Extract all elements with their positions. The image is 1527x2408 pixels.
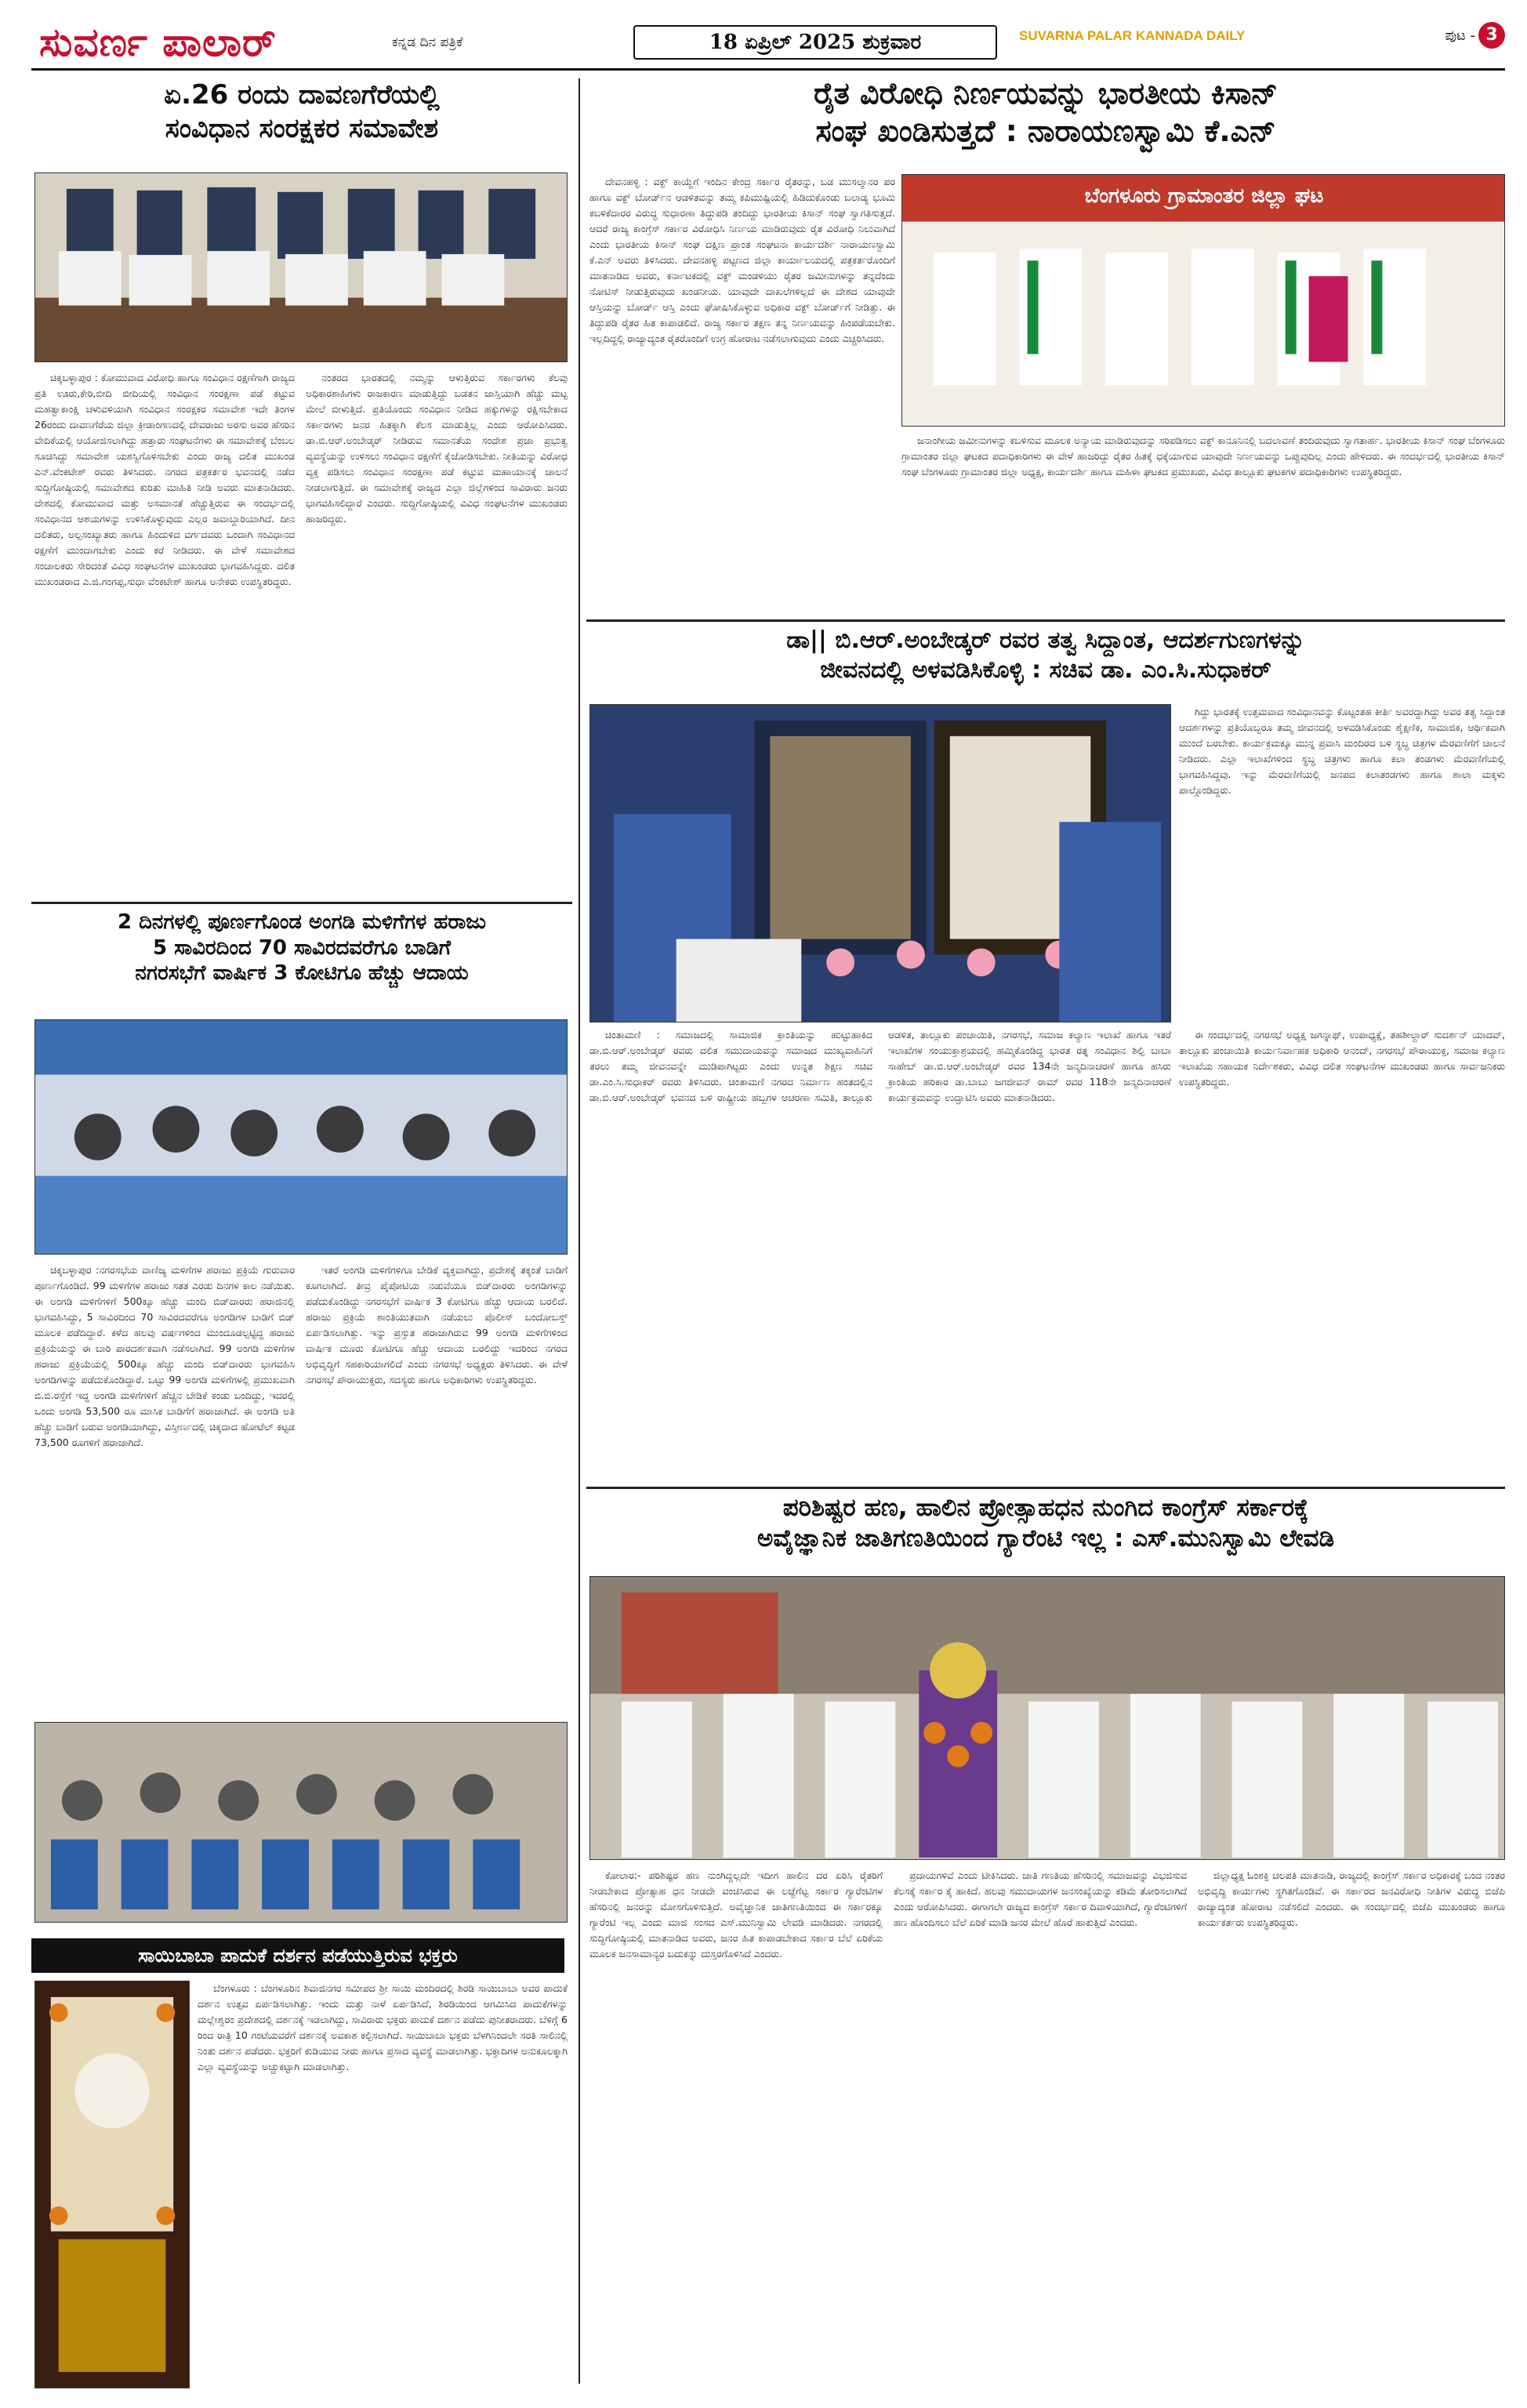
a3-body-top-right-text: ಗಿದ್ದು ಭಾರತಕ್ಕೆ ಉತ್ತಮವಾದ ಸಂವಿಧಾನವನ್ನು ಕೊಟ್ಟಂತಹ ಕೀರ್ತಿ ಅವರದ್ದಾಗಿದ್ದು ಅವರ ತತ್ವ ಸಿದ್ದಾಂತ ಆದರ್ಶಗಳನ್ನು ಪ್ರತಿಯೊಬ್ಬರೂ ತಮ್ಮ ಜೀವನದಲ್ಲಿ ಅಳವಡಿಸಿಕೊಂಡು ಶೈಕ್ಷಣಿಕ, ಸಾಮಾಜಿಕ, ಆರ್ಥಿಕವಾಗಿ ಮುಂದೆ ಬರಬೇಕು. ಕಾರ್ಯಕ್ರಮಕ್ಕೂ ಮುನ್ನ ಪ್ರವಾಸಿ ಮಂದಿರದ ಬಳಿ ಸ್ಥಬ್ಧ ಚಿತ್ರಗಳ ಮೆರವಣಿಗೆಗೆ ಚಾಲನೆ ನೀಡಿದರು. ಎಲ್ಲಾ ಇಲಾಖೆಗಳಿಂದ ಸ್ಥಬ್ಧ ಚಿತ್ರಗಳು ಹಾಗೂ ಕಲಾ ತಂಡಗಳು ಮೆರವಣಿಗೆಯಲ್ಲಿ ಭಾಗವಹಿಸಿದ್ದವು. ಇನ್ನು ಮೆರವಣಿಗೆಯಲ್ಲಿ ಜನಪದ ಕಲಾತಂಡಗಳು ಹಾಗೂ ಶಾಲಾ ಮಕ್ಕಳು ಪಾಲ್ಗೊಂಡಿದ್ದರು. xyxy=(1179,706,1505,796)
page-indicator xyxy=(1445,22,1505,49)
a4-body-right xyxy=(306,1262,568,1717)
a1-body-right-text: ನಂತರದ ಭಾರತದಲ್ಲಿ ನಮ್ಮನ್ನು ಆಳುತ್ತಿರುವ ಸರ್ಕಾರಗಳು ಕೆಲವು ಅಧಿಕಾರಶಾಹಿಗಳು ರಾಜಕಾರಣ ಮಾಡುತ್ತಿದ್ದು ಬಡತನ ಜಾಸ್ತಿಯಾಗಿ ಹೆಚ್ಚು ಮಟ್ಟ ಮೇಲೆ ಬೀಳುತ್ತಿದೆ. ಪ್ರತಿಯೊಂದು ಸಂವಿಧಾನ ನೀಡಿದ ಹಕ್ಕುಗಳನ್ನು ರಕ್ಷಿಸಬೇಕಾದ ಸರ್ಕಾರಗಳು ಜನರ ಹಿತಕ್ಕಾಗಿ ಕೆಲಸ ಮಾಡುತ್ತಿಲ್ಲ ಎಂದು ಆರೋಪಿಸಿದರು. ಡಾ.ಬಿ.ಆರ್.ಅಂಬೇಡ್ಕರ್ ನೀಡಿರುವ ಸಮಾನತೆಯ ಸಂದೇಶ ಪ್ರಜಾ ಪ್ರಭುತ್ವ ವ್ಯವಸ್ಥೆಯನ್ನು ಉಳಿಸಲು ಸಂವಿಧಾನ ರಕ್ಷಣೆಗೆ ಕೈಜೋಡಿಸಬೇಕು. ನೀತಿಯನ್ನು ವಿರೋಧ ವ್ಯಕ್ತ ಪಡಿಸಲು ಸಂವಿಧಾನ ಸಂರಕ್ಷಣಾ ಪಡೆ ಕಟ್ಟುವ ಮಹಾಯಾನಕ್ಕೆ ಚಾಲನೆ ನೀಡಲಾಗುತ್ತಿದೆ. ಈ ಸಮಾವೇಶಕ್ಕೆ ರಾಜ್ಯದ ಎಲ್ಲಾ ಜಿಲ್ಲೆಗಳಿಂದ ಸಾವಿರಾರು ಜನರು ಭಾಗವಹಿಸಲಿದ್ದಾರೆ ಎಂದರು. ಸುದ್ದಿಗೋಷ್ಠಿಯಲ್ಲಿ ವಿವಿಧ ಸಂಘಟನೆಗಳ ಮುಖಂಡರು ಹಾಜರಿದ್ದರು. xyxy=(306,372,568,525)
a3-headline xyxy=(586,626,1505,685)
page-number: 3 xyxy=(1478,22,1505,49)
a2-photo xyxy=(901,174,1505,427)
a2-body-right xyxy=(901,433,1505,613)
column-rule-main xyxy=(579,78,580,2384)
a5-headline-line2: ಅವೈಜ್ಞಾನಿಕ ಜಾತಿಗಣತಿಯಿಂದ ಗ್ಯಾರೆಂಟಿ ಇಲ್ಲ : ಎಸ್.ಮುನಿಸ್ವಾಮಿ ಲೇವಡಿ xyxy=(756,1524,1335,1553)
a5-photo xyxy=(589,1576,1505,1860)
a2-body-right-text: ಜನಾಂಗೀಯ ಜಮೀನುಗಳನ್ನು ಕಬಳಿಸುವ ಮೂಲಕ ಅನ್ಯಾಯ ಮಾಡಿರುವುದನ್ನು ಸರಿಪಡಿಸಲು ವಕ್ಫ್ ಕಾನೂನಿನಲ್ಲಿ ಬದಲಾವಣೆ ತಂದಿರುವುದು ಸ್ವಾಗತಾರ್ಹ. ಭಾರತೀಯ ಕಿಸಾನ್ ಸಂಘ ಬೆಂಗಳೂರು ಗ್ರಾಮಾಂತರ ಜಿಲ್ಲಾ ಘಟಕದ ಪದಾಧಿಕಾರಿಗಳು ಈ ವೇಳೆ ಹಾಜರಿದ್ದು ರೈತರ ಹಿತಕ್ಕೆ ಧಕ್ಕೆಯಾಗುವ ಯಾವುದೇ ನಿರ್ಣಯವನ್ನು ಒಪ್ಪುವುದಿಲ್ಲ ಎಂದು ಹೇಳಿದರು. ಈ ಸಂದರ್ಭದಲ್ಲಿ ಭಾರತೀಯ ಕಿಸಾನ್ ಸಂಘ ಬೆಂಗಳೂರು ಗ್ರಾಮಾಂತರ ಜಿಲ್ಲಾ ಅಧ್ಯಕ್ಷ, ಕಾರ್ಯದರ್ಶಿ ಹಾಗೂ ಮಹಿಳಾ ಘಟಕದ ಪ್ರಮುಖರು, ವಿವಿಧ ತಾಲ್ಲೂಕು ಘಟಕಗಳ ಪದಾಧಿಕಾರಿಗಳು ಉಪಸ್ಥಿತರಿದ್ದರು. xyxy=(901,434,1505,478)
a4-headline-line3: ನಗರಸಭೆಗೆ ವಾರ್ಷಿಕ 3 ಕೋಟಿಗೂ ಹೆಚ್ಚು ಆದಾಯ xyxy=(135,961,469,985)
english-name: SUVARNA PALAR KANNADA DAILY xyxy=(1019,28,1246,43)
issue-date: 18 ಏಪ್ರಿಲ್ 2025 ಶುಕ್ರವಾರ xyxy=(633,25,997,60)
a1-headline-line2: ಸಂವಿಧಾನ ಸಂರಕ್ಷಕರ ಸಮಾವೇಶ xyxy=(165,112,439,144)
newspaper-logo: ಸುವರ್ಣ ಪಾಲಾರ್ xyxy=(39,19,277,65)
a6-headline: ಸಾಯಿಬಾಬಾ ಪಾದುಕೆ ದರ್ಶನ ಪಡೆಯುತ್ತಿರುವ ಭಕ್ತರು xyxy=(31,1938,564,1973)
a3-photo xyxy=(589,704,1171,1022)
a3-headline-line2: ಜೀವನದಲ್ಲಿ ಅಳವಡಿಸಿಕೊಳ್ಳಿ : ಸಚಿವ ಡಾ. ಎಂ.ಸಿ.ಸುಧಾಕರ್ xyxy=(820,656,1271,684)
a1-body-right xyxy=(306,370,568,872)
a3-body-top-right xyxy=(1179,704,1505,1022)
page-label: ಪುಟ - xyxy=(1445,27,1475,44)
a4-headline xyxy=(31,910,572,986)
a2-headline-line1: ರೈತ ವಿರೋಧಿ ನಿರ್ಣಯವನ್ನು ಭಾರತೀಯ ಕಿಸಾನ್ xyxy=(814,76,1278,111)
a1-body-left xyxy=(34,370,295,872)
a2-headline-line2: ಸಂಘ ಖಂಡಿಸುತ್ತದೆ : ನಾರಾಯಣಸ್ವಾಮಿ ಕೆ.ಎನ್ xyxy=(815,113,1276,148)
a6-body xyxy=(198,1981,568,2388)
a1-headline-line1: ಏ.26 ರಂದು ದಾವಣಗೆರೆಯಲ್ಲಿ xyxy=(164,79,440,111)
a5-body-col2-text: ಪ್ರದಾಯಗಳಿವೆ ಎಂದು ಟೀಕಿಸಿದರು. ಜಾತಿ ಗಣತಿಯ ಹೆಸರಿನಲ್ಲಿ ಸಮಾಜವನ್ನು ವಿಭಜಿಸುವ ಕೆಲಸಕ್ಕೆ ಸರ್ಕಾರ ಕೈ ಹಾಕಿದೆ. ಹಲವು ಸಮುದಾಯಗಳ ಜನಸಂಖ್ಯೆಯನ್ನು ಕಡಿಮೆ ತೋರಿಸಲಾಗಿದೆ ಎಂದು ಆರೋಪಿಸಿದರು. ಈಗಾಗಲೇ ರಾಜ್ಯದ ಕಾಂಗ್ರೆಸ್ ಸರ್ಕಾರ ದಿವಾಳಿಯಾಗಿದೆ, ಗ್ಯಾರೆಂಟಿಗಳಿಗೆ ಹಣ ಹೊಂದಿಸಲು ಬೆಲೆ ಏರಿಕೆ ಮಾಡಿ ಜನರ ಮೇಲೆ ಹೊರೆ ಹಾಕುತ್ತಿದೆ ಎಂದರು. xyxy=(894,1869,1187,1928)
a2-photo-banner: ಬೆಂಗಳೂರು ಗ್ರಾಮಾಂತರ ಜಿಲ್ಲಾ ಘಟ xyxy=(1084,184,1324,208)
a5-body-col1-text: ಕೋಲಾರ:- ಪರಿಶಿಷ್ಟರ ಹಣ ನುಂಗಿದ್ದಲ್ಲದೇ ಇದೀಗ ಹಾಲಿನ ದರ ಏರಿಸಿ ರೈತರಿಗೆ ನೀಡಬೇಕಾದ ಪ್ರೋತ್ಸಾಹ ಧನ ನೀಡದೇ ವಂಚಿಸಿರುವ ಈ ಲಜ್ಜೆಗೆಟ್ಟ ಸರ್ಕಾರ ಗ್ಯಾರೆಂಟಿಗಳ ಹೆಸರಿನಲ್ಲಿ ಜನರನ್ನು ಮೋಸಗೊಳಿಸುತ್ತಿದೆ. ಅವೈಜ್ಞಾನಿಕ ಜಾತಿಗಣತಿಯಿಂದ ಈ ಸರ್ಕಾರಕ್ಕೂ ಗ್ಯಾರೆಂಟಿ ಇಲ್ಲ ಎಂದು ಮಾಜಿ ಸಂಸದ ಎಸ್.ಮುನಿಸ್ವಾಮಿ ಲೇವಡಿ ಮಾಡಿದರು. ನಗರದಲ್ಲಿ ಸುದ್ದಿಗೋಷ್ಠಿಯಲ್ಲಿ ಮಾತನಾಡಿದ ಅವರು, ಜನರ ಹಿತ ಕಾಪಾಡಬೇಕಾದ ಸರ್ಕಾರ ಬೆಲೆ ಏರಿಕೆಯ ಮೂಲಕ ಜನಸಾಮಾನ್ಯರ ಬದುಕನ್ನು ದುಸ್ತರಗೊಳಿಸಿದೆ ಎಂದರು. xyxy=(589,1869,883,1959)
masthead xyxy=(31,17,1505,71)
a3-body-right-text: ಈ ಸಂದರ್ಭದಲ್ಲಿ ನಗರಸಭೆ ಅಧ್ಯಕ್ಷ ಜಗನ್ನಾಥ್, ಉಪಾಧ್ಯಕ್ಷೆ, ತಹಶೀಲ್ದಾರ್ ಸುದರ್ಶನ್ ಯಾದವ್, ತಾಲ್ಲೂಕು ಪಂಚಾಯಿತಿ ಕಾರ್ಯನಿರ್ವಾಹಕ ಅಧಿಕಾರಿ ಆನಂದ್, ನಗರಸಭೆ ಪೌರಾಯುಕ್ತ, ಸಮಾಜ ಕಲ್ಯಾಣ ಇಲಾಖೆಯ ಸಹಾಯಕ ನಿರ್ದೇಶಕರು, ವಿವಿಧ ದಲಿತ ಸಂಘಟನೆಗಳ ಮುಖಂಡರು ಹಾಗೂ ಸಾರ್ವಜನಿಕರು ಉಪಸ್ಥಿತರಿದ್ದರು. xyxy=(1179,1029,1505,1088)
a2-headline xyxy=(586,75,1505,150)
logo-tagline: ಕನ್ನಡ ದಿನ ಪತ್ರಿಕೆ xyxy=(392,35,463,50)
a4-photo-bottom xyxy=(34,1722,568,1923)
a2-body-left xyxy=(589,174,895,613)
divider-a1 xyxy=(31,902,572,904)
divider-a3 xyxy=(586,1487,1505,1489)
a4-body-right-text: ಇತರೆ ಅಂಗಡಿ ಮಳಿಗೆಗಳಿಗೂ ಬೇಡಿಕೆ ವ್ಯಕ್ತವಾಗಿದ್ದು, ಪ್ರದೇಶಕ್ಕೆ ತಕ್ಕಂತೆ ಬಾಡಿಗೆ ಕೂಗಲಾಗಿದೆ. ತೀವ್ರ ಪೈಪೋಟಿಯ ನಡುವೆಯೂ ಬಿಡ್‌ದಾರರು ಅಂಗಡಿಗಳನ್ನು ಪಡೆದುಕೊಂಡಿದ್ದು ನಗರಸಭೆಗೆ ವಾರ್ಷಿಕ 3 ಕೋಟಿಗೂ ಹೆಚ್ಚು ಆದಾಯ ಬರಲಿದೆ. ಹರಾಜು ಪ್ರಕ್ರಿಯೆ ಶಾಂತಿಯುತವಾಗಿ ನಡೆಯಲು ಪೊಲೀಸ್ ಬಂದೋಬಸ್ತ್ ಏರ್ಪಡಿಸಲಾಗಿತ್ತು. ಇನ್ನು ಪ್ರಸ್ತುತ ಹರಾಜಾಗಿರುವ 99 ಅಂಗಡಿ ಮಳಿಗೆಗಳಿಂದ ವಾರ್ಷಿಕ ಮೂರು ಕೋಟಿಗೂ ಹೆಚ್ಚು ಆದಾಯ ಬರಲಿದ್ದು ಇದರಿಂದ ನಗರದ ಅಭಿವೃದ್ಧಿಗೆ ಸಹಕಾರಿಯಾಗಲಿದೆ ಎಂದು ನಗರಸಭೆ ಅಧ್ಯಕ್ಷರು ತಿಳಿಸಿದರು. ಈ ವೇಳೆ ನಗರಸಭೆ ಪೌರಾಯುಕ್ತರು, ಸದಸ್ಯರು ಹಾಗೂ ಅಧಿಕಾರಿಗಳು ಉಪಸ್ಥಿತರಿದ್ದರು. xyxy=(306,1264,568,1386)
a6-body-text: ಬೆಂಗಳೂರು : ಬೆಂಗಳೂರಿನ ಶಿವಾಜಿನಗರ ಸಮೀಪದ ಶ್ರೀ ಸಾಯಿ ಮಂದಿರದಲ್ಲಿ ಶಿರಡಿ ಸಾಯಿಬಾಬಾ ಅವರ ಪಾದುಕೆ ದರ್ಶನ ಉತ್ಸವ ಏರ್ಪಡಿಸಲಾಗಿತ್ತು. ಇಂದು ಮತ್ತು ನಾಳೆ ಏರ್ಪಡಿಸಿದೆ, ಶಿರಡಿಯಿಂದ ಆಗಮಿಸಿದ ಪಾದುಕೆಗಳನ್ನು ಮಲ್ಲೇಶ್ವರಂ ಪ್ರದೇಶದಲ್ಲಿ ದರ್ಶನಕ್ಕೆ ಇಡಲಾಗಿದ್ದು, ಸಾವಿರಾರು ಭಕ್ತರು ಪಾದುಕೆ ದರ್ಶನ ಪಡೆದು ಪುನೀತರಾದರು. ಬೆಳಿಗ್ಗೆ 6 ರಿಂದ ರಾತ್ರಿ 10 ಗಂಟೆಯವರೆಗೆ ದರ್ಶನಕ್ಕೆ ಅವಕಾಶ ಕಲ್ಪಿಸಲಾಗಿದೆ. ಸಾಯಿಬಾಬಾ ಭಕ್ತರು ಬೆಳಗಿನಿಂದಲೇ ಸರತಿ ಸಾಲಿನಲ್ಲಿ ನಿಂತು ದರ್ಶನ ಪಡೆದರು. ಭಕ್ತರಿಗೆ ಕುಡಿಯುವ ನೀರು ಹಾಗೂ ಪ್ರಸಾದ ವ್ಯವಸ್ಥೆ ಮಾಡಲಾಗಿತ್ತು. ಭಕ್ತಾದಿಗಳ ಅನುಕೂಲಕ್ಕಾಗಿ ಎಲ್ಲಾ ವ್ಯವಸ್ಥೆಯನ್ನು ಅಚ್ಚುಕಟ್ಟಾಗಿ ಮಾಡಲಾಗಿತ್ತು. xyxy=(198,1982,568,2072)
masthead-right xyxy=(1019,17,1505,45)
a1-photo xyxy=(34,173,568,362)
a6-photo xyxy=(34,1981,190,2388)
a5-body-col2 xyxy=(894,1868,1187,2385)
a4-photo-top xyxy=(34,1019,568,1255)
a4-headline-line1: 2 ದಿನಗಳಲ್ಲಿ ಪೂರ್ಣಗೊಂಡ ಅಂಗಡಿ ಮಳಿಗೆಗಳ ಹರಾಜು xyxy=(117,910,487,934)
a5-headline xyxy=(586,1493,1505,1554)
a5-body-col3-text: ಜಿಲ್ಲಾಧ್ಯಕ್ಷ ಓಂಶಕ್ತಿ ಚಲಪತಿ ಮಾತನಾಡಿ, ರಾಜ್ಯದಲ್ಲಿ ಕಾಂಗ್ರೆಸ್ ಸರ್ಕಾರ ಅಧಿಕಾರಕ್ಕೆ ಬಂದ ನಂತರ ಅಭಿವೃದ್ಧಿ ಕಾರ್ಯಗಳು ಸ್ಥಗಿತಗೊಂಡಿವೆ. ಈ ಸರ್ಕಾರದ ಜನವಿರೋಧಿ ನೀತಿಗಳ ವಿರುದ್ಧ ಬಿಜೆಪಿ ರಾಜ್ಯಾದ್ಯಂತ ಹೋರಾಟ ನಡೆಸಲಿದೆ ಎಂದರು. ಈ ಸಂದರ್ಭದಲ್ಲಿ ಬಿಜೆಪಿ ಮುಖಂಡರು ಹಾಗೂ ಕಾರ್ಯಕರ್ತರು ಉಪಸ್ಥಿತರಿದ್ದರು. xyxy=(1198,1869,1505,1928)
a3-headline-line1: ಡಾ|| ಬಿ.ಆರ್.ಅಂಬೇಡ್ಕರ್ ರವರ ತತ್ವ ಸಿದ್ದಾಂತ, ಆದರ್ಶಗುಣಗಳನ್ನು xyxy=(786,627,1305,654)
a2-body-left-text: ದೇವನಹಳ್ಳಿ : ವಕ್ಫ್ ಕಾಯ್ದೆಗೆ ಇಂದಿನ ಕೇಂದ್ರ ಸರ್ಕಾರ ರೈತರನ್ನು, ಬಡ ಮುಸಲ್ಮಾನರ ಪರ ಹಾಗೂ ವಕ್ಫ್ ಬೋರ್ಡ್‌ನ ಆಡಳಿತವನ್ನು ತಮ್ಮ ಕಪಿಮುಷ್ಟಿಯಲ್ಲಿ ಹಿಡಿದುಕೊಂಡು ಬಲಾಡ್ಯ ಭೂಮಿ ಕಬಳಿಕೆದಾರರ ವಿರುದ್ಧ ಸುಧಾರಣಾ ತಿದ್ದುಪಡಿ ತಂದಿದ್ದು ಭಾರತೀಯ ಕಿಸಾನ್ ಸಂಘ ಸ್ವಾಗತಿಸುತ್ತದೆ. ಆದರೆ ರಾಜ್ಯ ಕಾಂಗ್ರೆಸ್ ಸರ್ಕಾರ ವಿರೋಧಿಸಿ ನಿರ್ಣಯ ಮಾಡಿರುವುದು ರೈತ ವಿರೋಧಿ ನಿಲುವಾಗಿದೆ ಎಂದು ಭಾರತೀಯ ಕಿಸಾನ್ ಸಂಘ ದಕ್ಷಿಣ ಪ್ರಾಂತ ಸಂಘಟನಾ ಕಾರ್ಯದರ್ಶಿ ನಾರಾಯಣಸ್ವಾಮಿ ಕೆ.ಎನ್ ಅವರು ತಿಳಿಸಿದರು. ದೇವನಹಳ್ಳಿ ಪಟ್ಟಣದ ಜಿಲ್ಲಾ ಕಾರ್ಯಾಲಯದಲ್ಲಿ ಪತ್ರಕರ್ತರೊಂದಿಗೆ ಮಾತನಾಡಿದ ಅವರು, ಕರ್ನಾಟಕದಲ್ಲಿ ವಕ್ಫ್ ಮಂಡಳಿಯು ರೈತರ ಜಮೀನುಗಳನ್ನು ತನ್ನದೆಂದು ನೋಟಿಸ್ ನೀಡುತ್ತಿರುವುದು ಖಂಡನೀಯ. ಯಾವುದೇ ದಾಖಲೆಗಳಿಲ್ಲದೆ ಈ ದೇಶದ ಯಾವುದೇ ಆಸ್ತಿಯನ್ನು ಬೋರ್ಡ್ ಆಸ್ತಿ ಎಂದು ಘೋಷಿಸಿಕೊಳ್ಳುವ ಅಧಿಕಾರ ವಕ್ಫ್ ಬೋರ್ಡ್‌ಗೆ ನೀಡಿತ್ತು. ಈ ತಿದ್ದುಪಡಿ ರೈತರ ಹಿತ ಕಾಪಾಡಲಿದೆ. ರಾಜ್ಯ ಸರ್ಕಾರ ತಕ್ಷಣ ತನ್ನ ನಿರ್ಣಯವನ್ನು ಹಿಂಪಡೆಯಬೇಕು. ಇಲ್ಲದಿದ್ದಲ್ಲಿ ರಾಜ್ಯಾದ್ಯಂತ ರೈತರೊಂದಿಗೆ ಉಗ್ರ ಹೋರಾಟ ನಡೆಸಲಾಗುವುದು ಎಂದು ಎಚ್ಚರಿಸಿದರು. xyxy=(589,176,895,344)
a5-body-col1 xyxy=(589,1868,883,2385)
a3-body-left-text: ಚಿಂತಾಮಣಿ : ಸಮಾಜದಲ್ಲಿ ಸಾಮಾಜಿಕ ಕ್ರಾಂತಿಯನ್ನು ಹುಟ್ಟುಹಾಕಿದ ಡಾ.ಬಿ.ಆರ್.ಅಂಬೇಡ್ಕರ್ ರವರು ದಲಿತ ಸಮುದಾಯವನ್ನು ಸಮಾಜದ ಮುಖ್ಯವಾಹಿನಿಗೆ ತರಲು ತಮ್ಮ ಜೀವನವನ್ನೇ ಮುಡಿಪಾಗಿಟ್ಟರು ಎಂದು ಉನ್ನತ ಶಿಕ್ಷಣ ಸಚಿವ ಡಾ.ಎಂ.ಸಿ.ಸುಧಾಕರ್ ರವರು ತಿಳಿಸಿದರು. ಚಿಂತಾಮಣಿ ನಗರದ ನಿರ್ಮಾಣ ಹಂತದಲ್ಲಿನ ಡಾ.ಬಿ.ಆರ್.ಅಂಬೇಡ್ಕರ್ ಭವನದ ಬಳಿ ರಾಷ್ಟ್ರೀಯ ಹಬ್ಬಗಳ ಆಚರಣಾ ಸಮಿತಿ, ತಾಲ್ಲೂಕು ಆಡಳಿತ, ತಾಲ್ಲೂಕು ಪಂಚಾಯಿತಿ, ನಗರಸಭೆ, ಸಮಾಜ ಕಲ್ಯಾಣ ಇಲಾಖೆ ಹಾಗೂ ಇತರೆ ಇಲಾಖೆಗಳ ಸಂಯುಕ್ತಾಶ್ರಯದಲ್ಲಿ ಹಮ್ಮಿಕೊಂಡಿದ್ದ ಭಾರತ ರತ್ನ ಸಂವಿಧಾನ ಶಿಲ್ಪಿ ಬಾಬಾ ಸಾಹೇಬ್ ಡಾ.ಬಿ.ಆರ್.ಅಂಬೇಡ್ಕರ್ ರವರ 134ನೇ ಜನ್ಮದಿನಾಚರಣೆ ಹಾಗೂ ಹಸಿರು ಕ್ರಾಂತಿಯ ಹರಿಕಾರ ಡಾ.ಬಾಬು ಜಗಜೀವನ್ ರಾಮ್ ರವರ 118ನೇ ಜನ್ಮದಿನಾಚರಣೆ ಕಾರ್ಯಕ್ರಮವನ್ನು ಉದ್ಘಾಟಿಸಿ ಅವರು ಮಾತನಾಡಿದರು. xyxy=(589,1029,1171,1103)
a5-body-col3 xyxy=(1198,1868,1505,2385)
a3-body-left xyxy=(589,1027,1171,1466)
a1-headline xyxy=(31,78,572,145)
a3-body-right xyxy=(1179,1027,1505,1466)
a4-body-left xyxy=(34,1262,295,1717)
a5-headline-line1: ಪರಿಶಿಷ್ಟರ ಹಣ, ಹಾಲಿನ ಪ್ರೋತ್ಸಾಹಧನ ನುಂಗಿದ ಕಾಂಗ್ರೆಸ್ ಸರ್ಕಾರಕ್ಕೆ xyxy=(782,1494,1309,1522)
a4-body-left-text: ಚಿಕ್ಕಬಳ್ಳಾಪುರ :ನಗರಸಭೆಯ ವಾಣಿಜ್ಯ ಮಳಿಗೆಗಳ ಹರಾಜು ಪ್ರಕ್ರಿಯೆ ಗುರುವಾರ ಪೂರ್ಣಗೊಂಡಿದೆ. 99 ಮಳಿಗೆಗಳ ಹರಾಜು ಸತತ ಎರಡು ದಿನಗಳ ಕಾಲ ನಡೆಯಿತು. ಈ ಅಂಗಡಿ ಮಳಿಗೆಗಳಿಗೆ 500ಕ್ಕೂ ಹೆಚ್ಚು ಮಂದಿ ಬಿಡ್‌ದಾರರು ಹರಾಜಿನಲ್ಲಿ ಭಾಗವಹಿಸಿದ್ದು, 5 ಸಾವಿರದಿಂದ 70 ಸಾವಿರದವರೆಗೂ ಅಂಗಡಿಗಳ ಬಾಡಿಗೆ ಬಿಡ್ ಮೂಲಕ ಪಡೆದಿದ್ದಾರೆ. ಕಳೆದ ಹಲವು ವರ್ಷಗಳಿಂದ ಮುಂದೂಡಲ್ಪಟ್ಟಿದ್ದ ಹರಾಜು ಪ್ರಕ್ರಿಯೆಯನ್ನು ಈ ಬಾರಿ ಪಾರದರ್ಶಕವಾಗಿ ನಡೆಸಲಾಗಿದೆ. 99 ಅಂಗಡಿ ಮಳಿಗೆಗಳ ಹರಾಜು ಪ್ರಕ್ರಿಯೆಯಲ್ಲಿ 500ಕ್ಕೂ ಹೆಚ್ಚು ಮಂದಿ ಬಿಡ್‌ದಾರರು ಭಾಗವಹಿಸಿ ಅಂಗಡಿಗಳನ್ನು ಪಡೆದುಕೊಂಡಿದ್ದಾರೆ. ಒಟ್ಟು 99 ಅಂಗಡಿ ಮಳಿಗೆಗಳಲ್ಲಿ ಪ್ರಮುಖವಾಗಿ ಬಿ.ಬಿ.ರಸ್ತೆಗೆ ಇದ್ದ ಅಂಗಡಿ ಮಳಿಗೆಗಳಿಗೆ ಹೆಚ್ಚಿನ ಬೇಡಿಕೆ ಕಂಡು ಬಂದಿದ್ದು, ಇದರಲ್ಲಿ ಒಂದು ಅಂಗಡಿ 53,500 ರೂ ಮಾಸಿಕ ಬಾಡಿಗೆಗೆ ಹರಾಜಾಗಿದೆ. ಈ ಅಂಗಡಿ ಅತಿ ಹೆಚ್ಚು ಬಾಡಿಗೆ ಬರುವ ಅಂಗಡಿಯಾಗಿದ್ದು, ವಿಸ್ತೀರ್ಣದಲ್ಲಿ ಚಿಕ್ಕದಾದ ಹೋಟೆಲ್ ಕಟ್ಟಡ 73,500 ರೂಗಳಿಗೆ ಹರಾಜಾಗಿದೆ. xyxy=(34,1264,295,1448)
divider-a2 xyxy=(586,619,1505,622)
a4-headline-line2: 5 ಸಾವಿರದಿಂದ 70 ಸಾವಿರದವರೆಗೂ ಬಾಡಿಗೆ xyxy=(153,935,451,960)
a1-body-left-text: ಚಿಕ್ಕಬಳ್ಳಾಪುರ : ಕೋಮುವಾದ ವಿರೋಧಿ ಹಾಗೂ ಸಂವಿಧಾನ ರಕ್ಷಣೆಗಾಗಿ ರಾಜ್ಯದ ಪ್ರತಿ ಊರು,ಕೇರಿ,ಬೀದಿ ಬೀದಿಯಲ್ಲಿ ಸಂವಿಧಾನ ಸಂರಕ್ಷಣಾ ಪಡೆ ಕಟ್ಟುವ ಮಹತ್ವಾಕಾಂಕ್ಷಿ ಚಳುವಳಿಯಾಗಿ ಸಂವಿಧಾನ ಸಂರಕ್ಷಕರ ಸಮಾವೇಶ ಇದೇ ತಿಂಗಳ 26ರಂದು ದಾವಣಗೆರೆಯ ಜಿಲ್ಲಾ ಕ್ರೀಡಾಂಗಣದಲ್ಲಿ ದೇವರಾಜು ಅರಸು ಅವರ ಹೆಸರಿನ ವೇದಿಕೆಯಲ್ಲಿ ಆಯೋಜಿಸಲಾಗಿದ್ದು ಹತ್ತಾರು ಸಂಘಟನೆಗಳು ಈ ಸಮಾವೇಶಕ್ಕೆ ಬೆಂಬಲ ಸೂಚಿಸಿದ್ದು ಸಮಾವೇಶ ಯಶಸ್ವಿಗೊಳಿಸಬೇಕು ಎಂದು ರಾಜ್ಯ ದಲಿತ ಮುಖಂಡ ಎನ್.ವೆಂಕಟೇಶ್ ರವರು ತಿಳಿಸಿದರು. ನಗರದ ಪತ್ರಕರ್ತರ ಭವನದಲ್ಲಿ ನಡೆದ ಸುದ್ದಿಗೋಷ್ಠಿಯಲ್ಲಿ ಸಮಾವೇಶದ ಕುರಿತು ಮಾಹಿತಿ ನೀಡಿ ಅವರು ಮಾತನಾಡಿದರು. ದೇಶದಲ್ಲಿ ಕೋಮುವಾದ ಮತ್ತು ಅಸಮಾನತೆ ಹೆಚ್ಚುತ್ತಿರುವ ಈ ಸಂದರ್ಭದಲ್ಲಿ ಸಂವಿಧಾನದ ಆಶಯಗಳನ್ನು ಉಳಿಸಿಕೊಳ್ಳುವುದು ಎಲ್ಲರ ಜವಾಬ್ದಾರಿಯಾಗಿದೆ. ದೀನ ದಲಿತರು, ಅಲ್ಪಸಂಖ್ಯಾತರು ಹಾಗೂ ಹಿಂದುಳಿದ ವರ್ಗದವರು ಒಂದಾಗಿ ಸಂವಿಧಾನದ ರಕ್ಷಣೆಗೆ ಮುಂದಾಗಬೇಕು ಎಂದು ಕರೆ ನೀಡಿದರು. ಈ ವೇಳೆ ಸಮಾವೇಶದ ಸಂಚಾಲಕರು ಸೇರಿದಂತೆ ವಿವಿಧ ಸಂಘಟನೆಗಳ ಮುಖಂಡರು ಭಾಗವಹಿಸಿದ್ದರು. ದಲಿತ ಮುಖಂಡರಾದ ಎ.ಜಿ.ಗಂಗಪ್ಪ,ಸುಧಾ ವೆಂಕಟೇಶ್ ಹಾಗೂ ಅನೇಕರು ಉಪಸ್ಥಿತರಿದ್ದರು. xyxy=(34,372,295,587)
